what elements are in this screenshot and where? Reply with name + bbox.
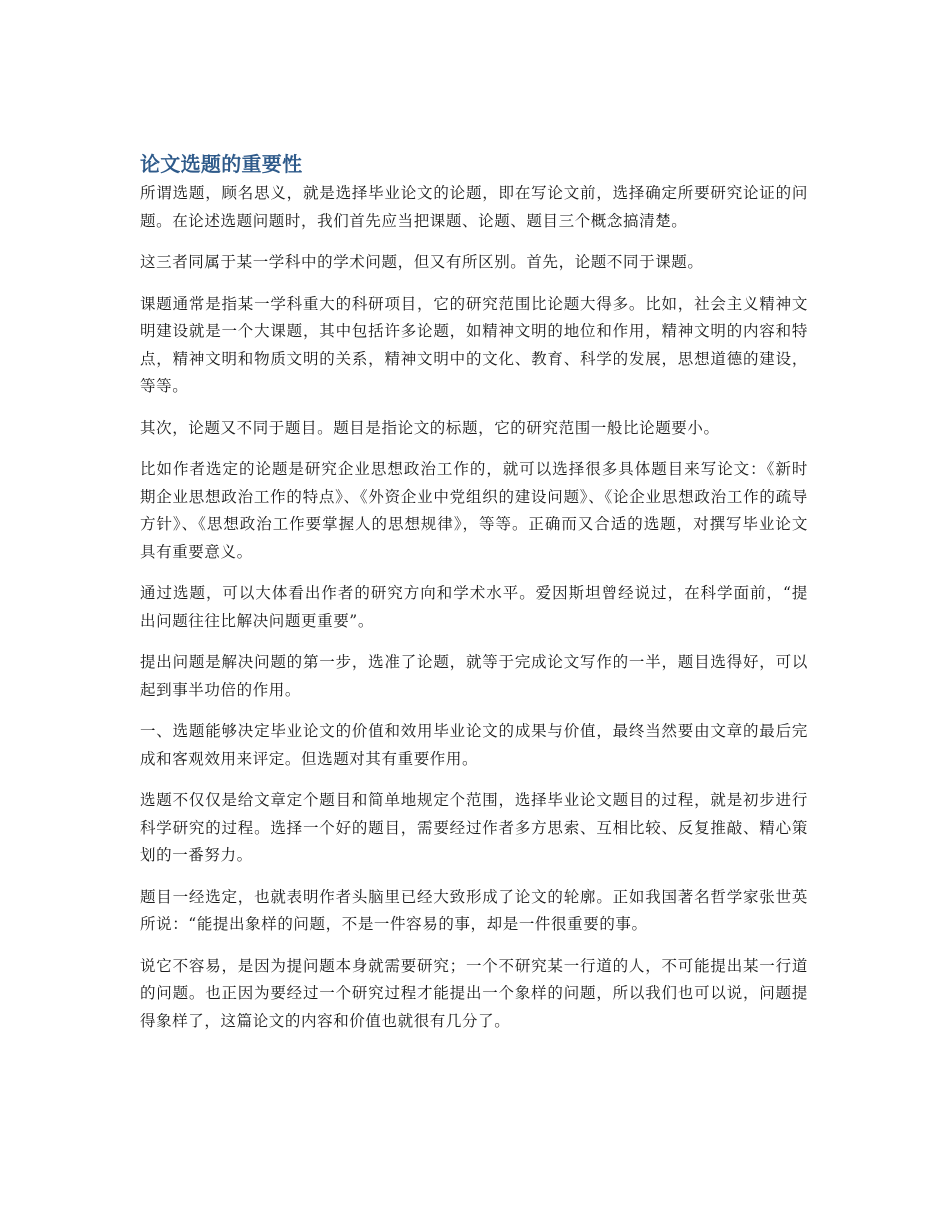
paragraph-9: 选题不仅仅是给文章定个题目和简单地规定个范围，选择毕业论文题目的过程，就是初步进行科学研究的过程。选择一个好的题目，需要经过作者多方思索、互相比较、反复推敲、精心策划的一番努力。 — [140, 791, 808, 864]
paragraph-4: 其次，论题又不同于题目。题目是指论文的标题，它的研究范围一般比论题要小。 — [140, 418, 720, 437]
document-title: 论文选题的重要性 — [140, 152, 303, 176]
paragraph-8: 一、选题能够决定毕业论文的价值和效用毕业论文的成果与价值，最终当然要由文章的最后完成和客观效用来评定。但选题对其有重要作用。 — [140, 722, 808, 768]
paragraph-2: 这三者同属于某一学科中的学术问题，但又有所区别。首先，论题不同于课题。 — [140, 253, 704, 271]
paragraph-7: 提出问题是解决问题的第一步，选准了论题，就等于完成论文写作的一半，题目选得好，可以起到事半功倍的作用。 — [140, 653, 808, 699]
paragraph-11: 说它不容易，是因为提问题本身就需要研究；一个不研究某一行道的人，不可能提出某一行道的问题。也正因为要经过一个研究过程才能提出一个象样的问题，所以我们也可以说，问题提得象样了，这篇论文的内容和价值也就很有几分了。 — [140, 956, 808, 1030]
paragraph-5: 比如作者选定的论题是研究企业思想政治工作的，就可以选择很多具体题目来写论文：《新时期企业思想政治工作的特点》、《外资企业中党组织的建设问题》、《论企业思想政治工作的疏导方针》、《思想政治工作要掌握人的思想规律》，等等。正确而又合适的选题，对撰写毕业论文具有重要意义。 — [140, 460, 808, 561]
paragraph-1: 所谓选题，顾名思义，就是选择毕业论文的论题，即在写论文前，选择确定所要研究论证的问题。在论述选题问题时，我们首先应当把课题、论题、题目三个概念搞清楚。 — [140, 184, 808, 230]
document-page — [140, 150, 808, 1049]
paragraph-6: 通过选题，可以大体看出作者的研究方向和学术水平。爱因斯坦曾经说过，在科学面前，“提出问题往往比解决问题更重要”。 — [140, 584, 808, 630]
paragraph-3: 课题通常是指某一学科重大的科研项目，它的研究范围比论题大得多。比如，社会主义精神文明建设就是一个大课题，其中包括许多论题，如精神文明的地位和作用，精神文明的内容和特点，精神文明和物质文明的关系，精神文明中的文化、教育、科学的发展，思想道德的建设，等等。 — [140, 294, 808, 395]
paragraph-10: 题目一经选定，也就表明作者头脑里已经大致形成了论文的轮廓。正如我国著名哲学家张世英所说：“能提出象样的问题，不是一件容易的事，却是一件很重要的事。 — [140, 887, 808, 933]
